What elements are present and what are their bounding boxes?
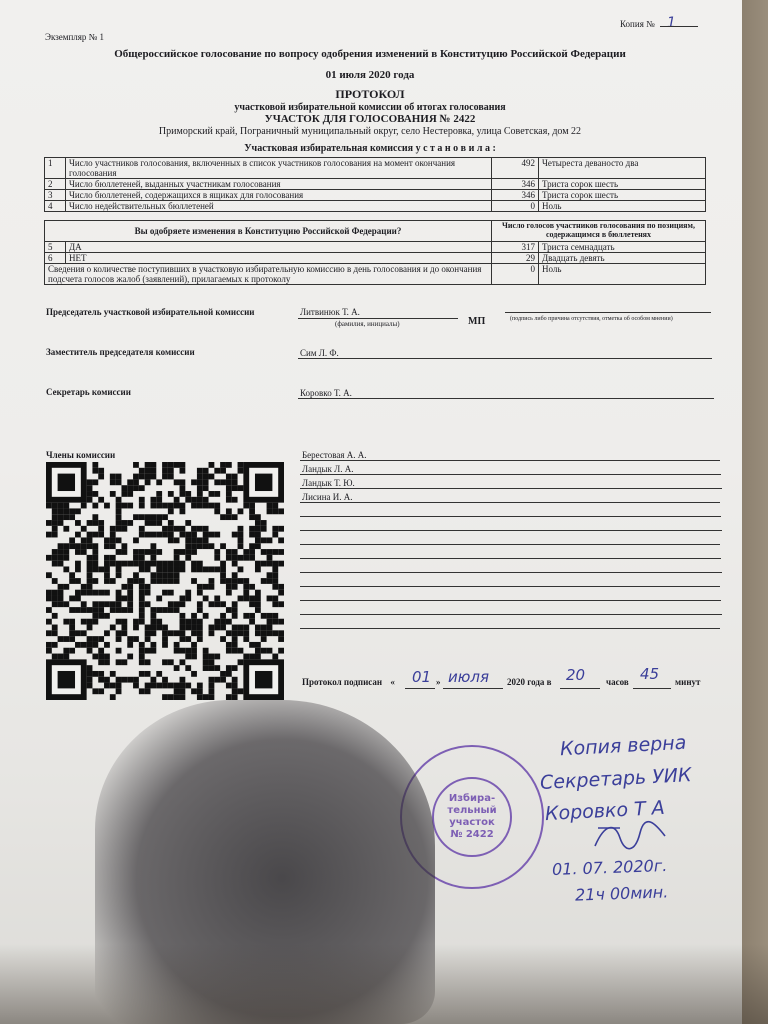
table-row: 5 ДА 317 Триста семнадцать — [45, 242, 706, 253]
stamp-place-mp: МП — [468, 316, 486, 327]
instance-number: Экземпляр № 1 — [45, 32, 104, 42]
handwritten-name: Коровко Т А — [544, 796, 666, 826]
signed-label: Протокол подписан « — [302, 677, 395, 687]
member-signature-line — [300, 530, 722, 531]
precinct-address: Приморский край, Пограничный муниципальный округ, село Нестеровка, улица Советская, дом 22 — [158, 126, 582, 137]
member-signature-line — [300, 474, 721, 475]
member-signature-line — [300, 502, 720, 503]
deputy-label: Заместитель председателя комиссии — [46, 347, 195, 357]
copy-number-handwritten: 1 — [666, 15, 676, 31]
handwritten-time: 21ч 00мин. — [574, 882, 669, 905]
signed-day-handwritten: 01 — [412, 668, 432, 686]
member-name: Ландык Т. Ю. — [302, 478, 355, 488]
handwritten-secretary: Секретарь УИК — [539, 764, 692, 794]
table-row: 2 Число бюллетеней, выданных участникам голосования 346 Триста сорок шесть — [45, 179, 706, 190]
copy-number-underline — [660, 26, 698, 27]
precinct-number: УЧАСТОК ДЛЯ ГОЛОСОВАНИЯ № 2422 — [264, 113, 476, 125]
deputy-name: Сим Л. Ф. — [300, 348, 339, 358]
member-signature-line — [300, 460, 720, 461]
member-signature-line — [300, 600, 721, 601]
table-row: 3 Число бюллетеней, содержащихся в ящиках для голосования 346 Триста сорок шесть — [45, 190, 706, 201]
member-signature-line — [300, 614, 722, 615]
member-signature-line — [300, 628, 720, 629]
commission-seal-stamp — [400, 745, 544, 889]
table-row: 4 Число недействительных бюллетеней 0 Ноль — [45, 201, 706, 212]
table-row: 1 Число участников голосования, включенных в список участников голосования на момент окончания голосования 492 Четыреста деваносто два — [45, 158, 706, 179]
document-page: Копия № 1 Экземпляр № 1 Общероссийское голосование по вопросу одобрения изменений в Конституцию Российской Федерации 01 июля 2020 года ПРОТОКОЛ участковой избирательной комиссии об итогах голосования УЧАСТОК ДЛЯ ГОЛОСОВАНИЯ № 2422 Приморский край, Пограничный муниципальный округ, село Нестеровка, улица Советская, дом 22 Участковая избирательная комиссия у с т а н о в и л а : 1 Число участников голосования, включенных в список участников голосования на момент окончания голосования 492 Четыреста деваносто два 2 Число бюллетеней, выданных участникам голосования 346 Триста сорок шесть 3 Число бюллетеней, содержащихся в ящиках для голосования 346 Триста сорок шесть 4 Число недействительных бюллетеней 0 Ноль Вы одобряете изменения в Конституцию Российской Федерации? Число голосов участников голосования по позициям, содержащимся в бюллетенях 5 ДА 317 Триста семнадцать 6 НЕТ 29 Двадцать девять Сведения о количестве поступивших в участковую избирательную комиссию в день голосования и до окончания подсчета голосов жалоб (заявлений), прилагаемых к протоколу 0 Ноль Председатель участковой избирательной комиссии Литвинюк Т. А. (фамилия, инициалы) МП (подпись либо причина отсутствия, отметка об особом мнении) Заместитель председателя комиссии Сим Л. Ф. Секретарь комиссии Коровко Т. А. Члены комиссии Берестовая А. А. Ландык Л. А. Ландык Т. Ю. Лисина И. А. Протокол подписан « 01 » июля 2020 года в 20 часов 45 минут Избира- тельный участок № 2422 Копия верна Секретарь УИК Коровко Т А 01. 07. 2020г. 21ч 00мин. — [0, 0, 742, 1024]
sign-hint: (подпись либо причина отсутствия, отметка об особом мнении) — [510, 316, 673, 322]
secretary-name: Коровко Т. А. — [300, 388, 352, 398]
doc-type: ПРОТОКОЛ — [335, 87, 405, 101]
handwritten-copy-certified: Копия верна — [559, 731, 687, 761]
member-signature-line — [300, 516, 721, 517]
table-row: Сведения о количестве поступивших в участковую избирательную комиссию в день голосования и до окончания подсчета голосов жалоб (заявлений), прилагаемых к протоколу 0 Ноль — [45, 264, 706, 285]
member-signature-line — [300, 544, 720, 545]
question-row: Вы одобряете изменения в Конституцию Российской Федерации? Число голосов участников голосования по позициям, содержащимся в бюллетенях — [45, 221, 706, 242]
copy-number-label: Копия № 1 — [620, 15, 676, 31]
name-hint: (фамилия, инициалы) — [335, 320, 400, 328]
member-signature-line — [300, 572, 722, 573]
member-name: Ландык Л. А. — [302, 464, 354, 474]
signed-hour-handwritten: 20 — [566, 666, 586, 684]
doc-subtitle: участковой избирательной комиссии об итогах голосования — [234, 102, 506, 113]
document-title: Общероссийское голосование по вопросу одобрения изменений в Конституцию Российской Федерации — [114, 48, 626, 60]
handwritten-signature — [590, 818, 670, 858]
member-signature-line — [300, 488, 722, 489]
vote-date: 01 июля 2020 года — [325, 69, 415, 81]
stamp-center: Избира- тельный участок № 2422 — [432, 777, 512, 857]
chair-name: Литвинюк Т. А. — [300, 307, 360, 317]
results-table — [44, 157, 706, 285]
signed-month-handwritten: июля — [448, 668, 489, 686]
signed-minute-handwritten: 45 — [640, 665, 660, 683]
members-label: Члены комиссии — [46, 450, 116, 460]
table-row: 6 НЕТ 29 Двадцать девять — [45, 253, 706, 264]
qr-code-image — [45, 462, 285, 700]
member-name: Берестовая А. А. — [302, 450, 367, 460]
secretary-label: Секретарь комиссии — [46, 387, 131, 397]
handwritten-date: 01. 07. 2020г. — [551, 855, 668, 880]
background-bottom — [0, 944, 768, 1024]
member-signature-line — [300, 558, 721, 559]
established-heading: Участковая избирательная комиссия у с т а н о в и л а : — [244, 143, 496, 154]
member-signature-line — [300, 586, 720, 587]
chair-label: Председатель участковой избирательной комиссии — [46, 307, 255, 317]
member-name: Лисина И. А. — [302, 492, 353, 502]
